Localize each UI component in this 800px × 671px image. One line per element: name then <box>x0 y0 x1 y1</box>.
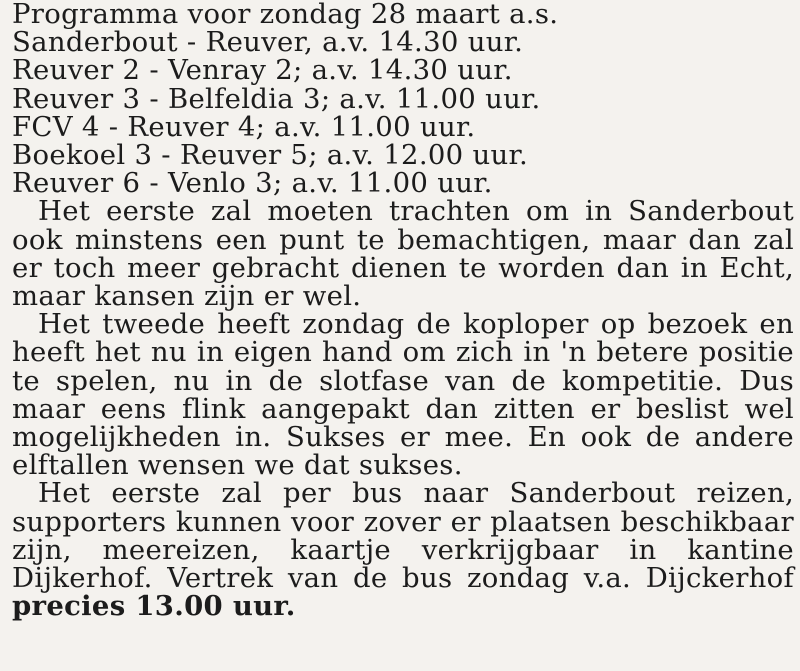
fixture-line: Sanderbout - Reuver, a.v. 14.30 uur. <box>12 26 524 59</box>
fixture-list <box>12 26 794 200</box>
paragraph-first-team: Het eerste zal moeten trachten om in Sanderbout ook minstens een punt te bemachtigen, maar dan zal er toch meer gebracht dienen te worden dan in Echt, maar kansen zijn er wel. <box>12 195 794 313</box>
departure-time: precies 13.00 uur. <box>12 590 296 623</box>
fixture-line: Reuver 3 - Belfeldia 3; a.v. 11.00 uur. <box>12 82 541 115</box>
bus-trip-text: Het eerste zal per bus naar Sanderbout reizen, supporters kunnen voor zover er plaatsen beschikbaar zijn, meereizen, kaartje verkrijgbaar in kantine Dijkerhof. Vertrek van de bus zondag v.a. Dijckerhof <box>12 477 794 595</box>
paragraph-second-team: Het tweede heeft zondag de koploper op bezoek en heeft het nu in eigen hand om zich in 'n betere positie te spelen, nu in de slotfase van de kompetitie. Dus maar eens flink aangepakt dan zitten er beslist wel mogelijkheden in. Sukses er mee. En ook de andere elftallen wensen we dat sukses. <box>12 308 794 482</box>
fixture-line: FCV 4 - Reuver 4; a.v. 11.00 uur. <box>12 110 476 143</box>
fixture-line: Boekoel 3 - Reuver 5; a.v. 12.00 uur. <box>12 139 528 172</box>
paragraph-bus-trip <box>12 477 794 623</box>
fixture-line: Reuver 2 - Venray 2; a.v. 14.30 uur. <box>12 54 513 87</box>
fixture-line: Reuver 6 - Venlo 3; a.v. 11.00 uur. <box>12 167 493 200</box>
program-heading: Programma voor zondag 28 maart a.s. <box>12 0 559 30</box>
